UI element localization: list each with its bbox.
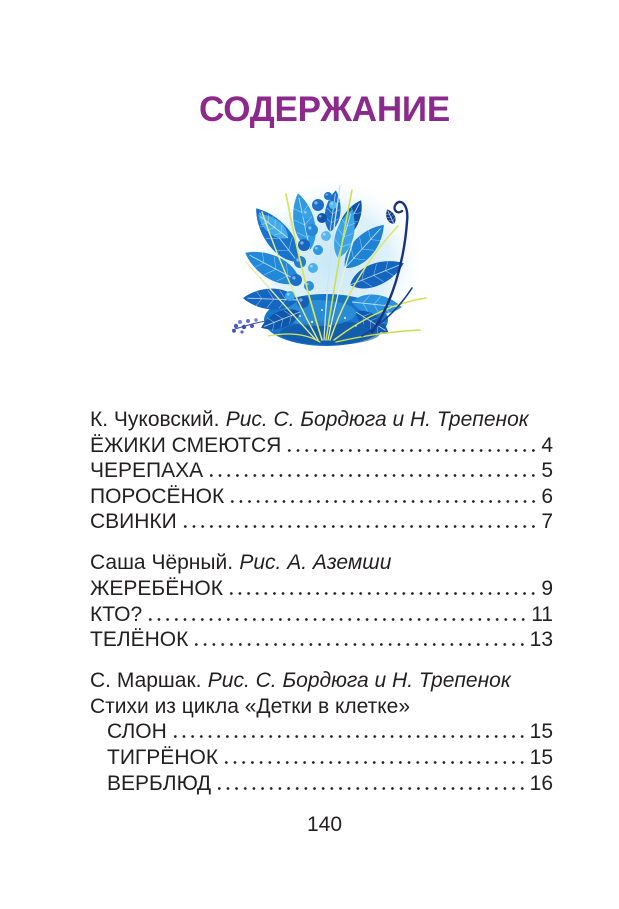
toc-entry — [90, 509, 553, 535]
illustrator-credit: Рис. С. Бордюга и Н. Трепенок — [207, 669, 511, 693]
berry — [312, 199, 324, 211]
entry-page-number: 15 — [529, 720, 553, 744]
toc-section-chorny — [90, 550, 553, 652]
berry-shine — [323, 233, 326, 236]
toc-entry — [90, 745, 553, 771]
berry — [329, 201, 337, 209]
entry-title: КТО? — [90, 602, 143, 626]
page-number: 140 — [306, 813, 343, 836]
toc-entry — [90, 771, 553, 797]
berry-shine — [315, 247, 318, 250]
berry-shine — [308, 226, 311, 229]
entry-page-number: 4 — [541, 433, 553, 457]
contents-title: СОДЕРЖАНИЕ — [198, 90, 450, 129]
berry-shine — [292, 276, 295, 279]
dot-leader — [215, 787, 527, 790]
dot-leader — [228, 500, 538, 503]
toc-entry — [90, 576, 553, 602]
toc-entry — [90, 627, 553, 653]
berry — [290, 274, 302, 286]
entry-page-number: 11 — [531, 602, 553, 626]
entry-title: ВЕРБЛЮД — [107, 771, 212, 795]
toc-entry — [90, 602, 553, 628]
entry-title: ЧЕРЕПАХА — [90, 459, 204, 483]
berry — [306, 224, 318, 236]
entry-page-number: 13 — [529, 628, 553, 652]
speckle — [311, 321, 313, 323]
author-name: С. Маршак. — [90, 669, 202, 693]
toc-entry — [90, 433, 553, 459]
sprig-bud — [250, 324, 254, 328]
cycle-title: Стихи из цикла «Детки в клетке» — [90, 694, 411, 718]
toc-section-chukovsky — [90, 407, 553, 535]
plant-illustration — [226, 182, 430, 354]
berry — [308, 263, 318, 273]
flower-sprig — [232, 318, 266, 333]
entry-page-number: 6 — [541, 484, 553, 508]
speckle — [299, 315, 301, 317]
sprig-bud — [246, 319, 250, 323]
berry-shine — [287, 293, 290, 296]
toc-entry — [90, 458, 553, 484]
entry-title: СЛОН — [107, 720, 167, 744]
berry — [321, 231, 331, 241]
table-of-contents — [90, 407, 553, 796]
dot-leader — [171, 735, 527, 738]
entry-page-number: 7 — [541, 510, 553, 534]
dot-leader — [181, 525, 539, 528]
speckle — [355, 325, 357, 327]
berry — [317, 213, 327, 223]
berry-shine — [300, 241, 303, 244]
berry — [324, 192, 332, 200]
berry-shine — [310, 265, 313, 268]
entry-title: ЁЖИКИ СМЕЮТСЯ — [90, 433, 282, 457]
author-credit — [90, 550, 553, 576]
entry-title: ПОРОСЁНОК — [90, 484, 225, 508]
speckle — [344, 317, 346, 319]
dot-leader — [227, 592, 538, 595]
berry-shine — [314, 201, 317, 204]
entry-page-number: 9 — [541, 576, 553, 600]
sprig-bud — [238, 320, 242, 324]
berry — [298, 239, 310, 251]
entry-page-number: 15 — [529, 745, 553, 769]
sprig-bud — [234, 324, 238, 328]
entry-title: ТИГРЁНОК — [107, 745, 219, 769]
entry-title: СВИНКИ — [90, 510, 177, 534]
entry-page-number: 16 — [529, 771, 553, 795]
toc-section-marshak — [90, 668, 553, 796]
berry — [302, 209, 312, 219]
illustrator-credit: Рис. С. Бордюга и Н. Трепенок — [225, 408, 529, 431]
author-credit — [90, 407, 553, 433]
speckle — [329, 325, 331, 327]
berry-shine — [325, 193, 327, 195]
speckle — [321, 309, 323, 311]
sprig-bud — [232, 329, 236, 333]
dot-leader — [285, 449, 538, 452]
berry-shine — [319, 215, 322, 218]
entry-title: ТЕЛЁНОК — [90, 628, 189, 652]
sprig-bud — [242, 325, 246, 329]
illustrator-credit: Рис. А. Аземши — [239, 551, 392, 575]
berry-shine — [330, 202, 332, 204]
dot-leader — [207, 474, 538, 477]
dot-leader — [192, 643, 526, 646]
entry-page-number: 5 — [541, 459, 553, 483]
entry-title: ЖЕРЕБЁНОК — [90, 576, 223, 600]
dot-leader — [146, 618, 528, 621]
toc-entry — [90, 719, 553, 745]
dot-leader — [222, 761, 527, 764]
sprig-bud — [254, 318, 258, 322]
author-name: Саша Чёрный. — [90, 551, 234, 575]
author-credit — [90, 668, 553, 694]
toc-entry — [90, 484, 553, 510]
berry — [313, 245, 323, 255]
berry-shine — [299, 298, 302, 301]
sprig-bud — [240, 330, 243, 333]
author-name: К. Чуковский. — [90, 408, 220, 431]
berry-shine — [304, 211, 307, 214]
